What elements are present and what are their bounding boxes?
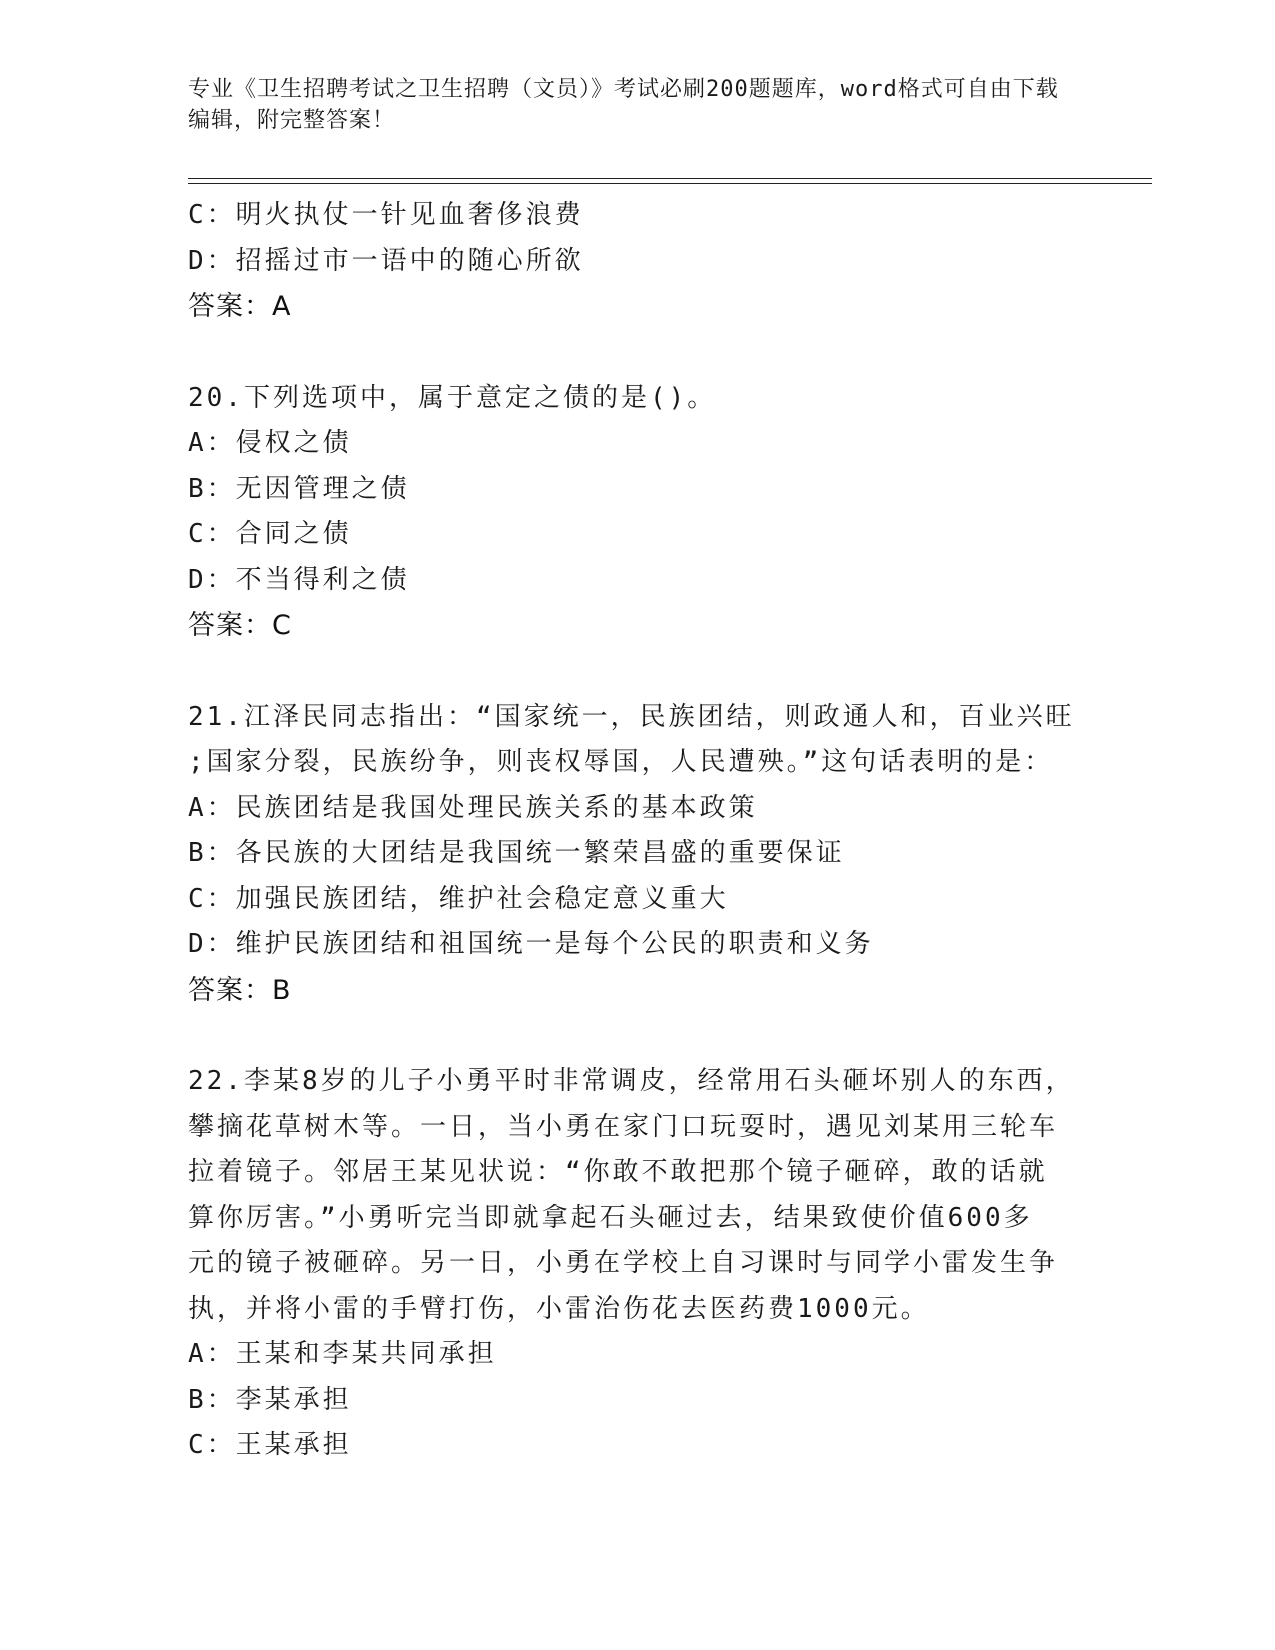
option-d: D：招摇过市一语中的随心所欲	[188, 245, 584, 276]
question-fragment	[188, 193, 1068, 330]
question-21	[188, 695, 1075, 1014]
option-c: C：加强民族团结，维护社会稳定意义重大	[188, 883, 729, 914]
option-c: C：明火执仗一针见血奢侈浪费	[188, 200, 584, 230]
spacer	[188, 330, 1068, 376]
option-c: C：王某承担	[188, 1430, 352, 1460]
option-c: C：合同之债	[188, 519, 352, 549]
option-b: B：无因管理之债	[188, 473, 410, 504]
spacer	[188, 1013, 1068, 1059]
option-a: A：侵权之债	[188, 428, 352, 458]
option-b: B：李某承担	[188, 1384, 352, 1415]
question-text-line: 拉着镜子。邻居王某见状说：“你敢不敢把那个镜子砸碎，敢的话就	[188, 1157, 1048, 1187]
header-divider-top	[188, 178, 1152, 179]
question-text-line: 22.李某8岁的儿子小勇平时非常调皮，经常用石头砸坏别人的东西，	[188, 1066, 1075, 1096]
option-a: A：王某和李某共同承担	[188, 1339, 497, 1369]
answer-line: 答案：B	[188, 974, 292, 1006]
spacer	[188, 649, 1068, 695]
document-header: 专业《卫生招聘考试之卫生招聘（文员）》考试必刷200题题库，word格式可自由下载编辑，附完整答案！	[188, 77, 1059, 133]
answer-line: 答案：C	[188, 610, 292, 641]
question-text-line: 21.江泽民同志指出：“国家统一，民族团结，则政通人和，百业兴旺	[188, 701, 1075, 732]
question-text-line: ;国家分裂，民族纷争，则丧权辱国，人民遭殃。”这句话表明的是：	[188, 747, 1054, 777]
option-b: B：各民族的大团结是我国统一繁荣昌盛的重要保证	[188, 838, 845, 868]
option-d: D：不当得利之债	[188, 564, 410, 595]
question-text-line: 执，并将小雷的手臂打伤，小雷治伤花去医药费1000元。	[188, 1293, 930, 1324]
question-content	[188, 193, 1075, 1469]
question-text-line: 算你厉害。”小勇听完当即就拿起石头砸过去，结果致使价值600多	[188, 1202, 1033, 1233]
question-text-line: 元的镜子被砸碎。另一日，小勇在学校上自习课时与同学小雷发生争	[188, 1248, 1059, 1278]
option-d: D：维护民族团结和祖国统一是每个公民的职责和义务	[188, 929, 874, 959]
question-text: 20.下列选项中，属于意定之债的是()。	[188, 382, 717, 413]
question-22	[188, 1059, 1075, 1469]
question-text-line: 攀摘花草树木等。一日，当小勇在家门口玩耍时，遇见刘某用三轮车	[188, 1111, 1059, 1142]
header-divider-bottom	[188, 183, 1152, 184]
option-a: A：民族团结是我国处理民族关系的基本政策	[188, 792, 758, 823]
answer-line: 答案：A	[188, 291, 292, 322]
question-20	[188, 376, 1068, 649]
